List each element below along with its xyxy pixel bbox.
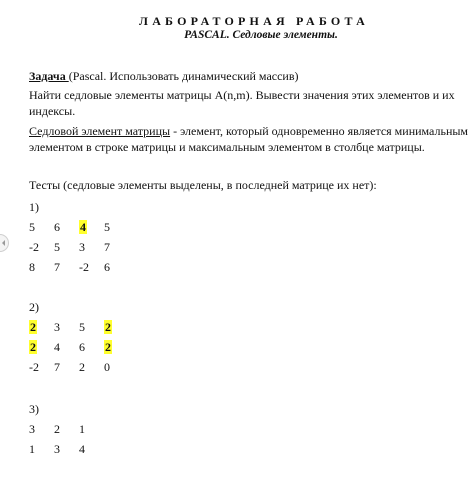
matrix-cell bbox=[104, 320, 124, 334]
matrix-value: 5 bbox=[104, 220, 110, 234]
matrix-value: 1 bbox=[29, 442, 35, 456]
matrix-cell bbox=[104, 340, 124, 354]
matrix-value: 3 bbox=[79, 240, 85, 254]
matrix-value: 2 bbox=[79, 360, 85, 374]
matrix-cell bbox=[54, 240, 74, 254]
matrix-value: 3 bbox=[29, 422, 35, 436]
matrix-cell bbox=[79, 360, 99, 374]
saddle-element: 2 bbox=[105, 320, 111, 334]
test-label: 3) bbox=[29, 402, 39, 416]
matrix-cell bbox=[29, 340, 49, 354]
matrix-cell bbox=[29, 442, 49, 456]
task-heading-line bbox=[29, 68, 469, 84]
matrix-value: -2 bbox=[29, 360, 39, 374]
definition-term: Седловой элемент матрицы bbox=[29, 124, 171, 138]
matrix-cell bbox=[79, 442, 99, 456]
matrix-cell bbox=[54, 340, 74, 354]
matrix-value: 1 bbox=[79, 422, 85, 436]
matrix-value: 3 bbox=[54, 442, 60, 456]
matrix-cell bbox=[29, 240, 49, 254]
matrix-value: 8 bbox=[29, 260, 35, 274]
matrix-cell bbox=[79, 240, 99, 254]
matrix-cell bbox=[29, 320, 49, 334]
matrix-cell bbox=[54, 422, 74, 436]
matrix-cell bbox=[104, 360, 124, 374]
task-text: Найти седловые элементы матрицы A(n,m). Вывести значения этих элементов и их индексы. bbox=[29, 88, 455, 118]
matrix-cell bbox=[29, 422, 49, 436]
matrix-cell bbox=[29, 360, 49, 374]
matrix-value: 5 bbox=[54, 240, 60, 254]
test-label: 2) bbox=[29, 300, 39, 314]
matrix-value: 7 bbox=[54, 260, 60, 274]
matrix-cell bbox=[54, 220, 74, 234]
matrix-value: 7 bbox=[54, 360, 60, 374]
matrix-cell bbox=[104, 220, 124, 234]
collapse-arrow-icon[interactable] bbox=[0, 234, 9, 252]
document-subtitle: PASCAL. Седловые элементы. bbox=[184, 29, 338, 41]
saddle-element: 2 bbox=[30, 320, 36, 334]
matrix-cell bbox=[79, 422, 99, 436]
matrix-cell bbox=[79, 320, 99, 334]
task-note: (Pascal. Использовать динамический массив) bbox=[68, 69, 299, 83]
matrix-value: 4 bbox=[79, 442, 85, 456]
saddle-element: 2 bbox=[30, 340, 36, 354]
matrix-value: 5 bbox=[29, 220, 35, 234]
task-label: Задача bbox=[29, 69, 69, 83]
matrix-cell bbox=[79, 260, 99, 274]
matrix-value: 5 bbox=[79, 320, 85, 334]
matrix-cell bbox=[54, 360, 74, 374]
matrix-cell bbox=[79, 340, 99, 354]
matrix-cell bbox=[54, 260, 74, 274]
matrix-value: 7 bbox=[104, 240, 110, 254]
matrix-value: -2 bbox=[29, 240, 39, 254]
matrix-value: 6 bbox=[79, 340, 85, 354]
matrix-cell bbox=[104, 240, 124, 254]
matrix-value: 6 bbox=[54, 220, 60, 234]
matrix-value: 6 bbox=[104, 260, 110, 274]
matrix-cell bbox=[54, 320, 74, 334]
definition-text: - элемент, который одновременно является минимальным элементом в строке матрицы и максимальным элементом в столбце матрицы. bbox=[29, 124, 469, 154]
matrix-cell bbox=[104, 260, 124, 274]
matrix-cell bbox=[79, 220, 99, 234]
saddle-element: 4 bbox=[80, 220, 86, 234]
saddle-element: 2 bbox=[105, 340, 111, 354]
matrix-value: -2 bbox=[79, 260, 89, 274]
matrix-cell bbox=[54, 442, 74, 456]
test-label: 1) bbox=[29, 200, 39, 214]
matrix-value: 2 bbox=[54, 422, 60, 436]
definition-paragraph bbox=[29, 123, 469, 155]
document-title: ЛАБОРАТОРНАЯ РАБОТА bbox=[139, 14, 369, 28]
tests-intro: Тесты (седловые элементы выделены, в последней матрице их нет): bbox=[29, 178, 377, 192]
matrix-cell bbox=[29, 220, 49, 234]
matrix-value: 4 bbox=[54, 340, 60, 354]
matrix-cell bbox=[29, 260, 49, 274]
matrix-value: 0 bbox=[104, 360, 110, 374]
matrix-value: 3 bbox=[54, 320, 60, 334]
